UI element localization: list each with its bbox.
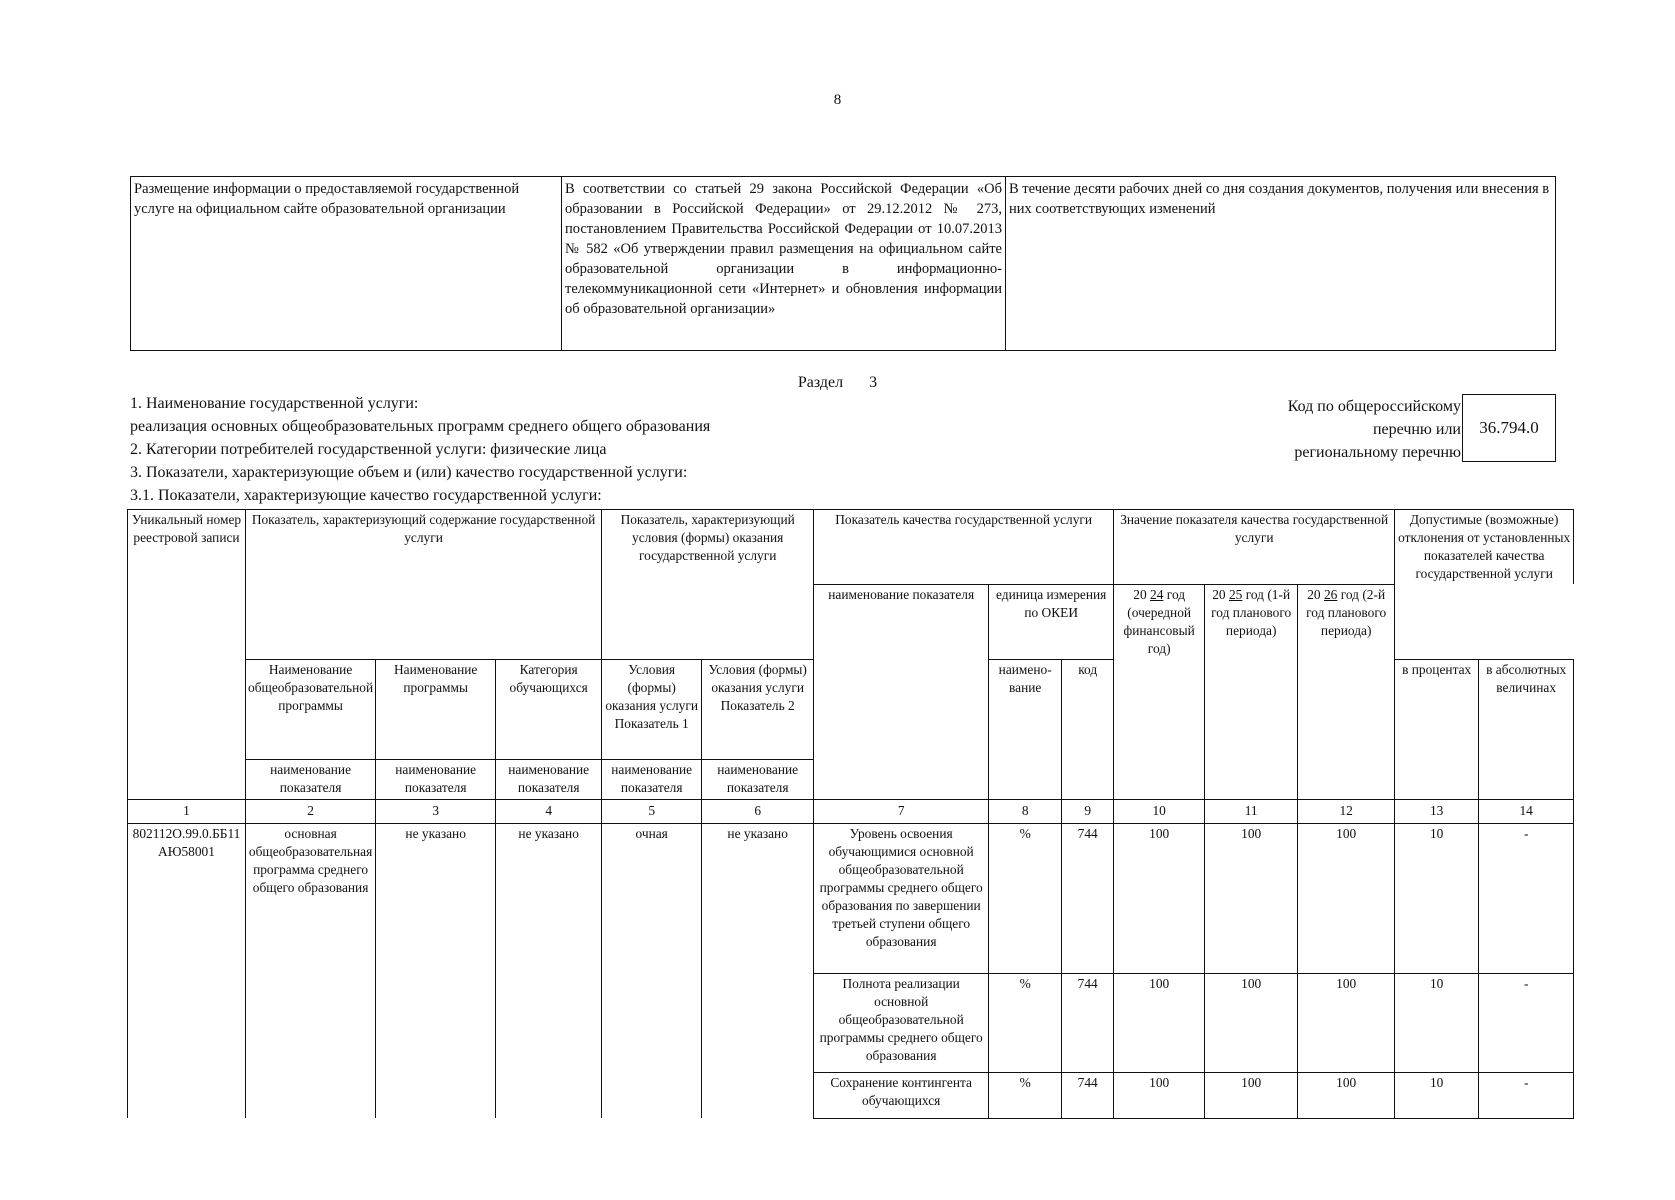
header-content-indicator: Показатель, характеризующий содержание государственной услуги bbox=[246, 510, 602, 660]
column-number: 14 bbox=[1479, 799, 1574, 823]
header-unit-code: код bbox=[1062, 659, 1114, 799]
header-deviation-cont bbox=[1395, 584, 1574, 659]
subheader-name-6: наименование показателя bbox=[702, 759, 814, 799]
header-quality-indicator: Показатель качества государственной услуги bbox=[814, 510, 1114, 585]
header-program: Наименование программы bbox=[376, 659, 496, 759]
indicator-name: Сохранение контингента обучающихся bbox=[814, 1072, 989, 1118]
indicator-value-3: 100 bbox=[1298, 973, 1395, 1072]
indicator-deviation-absolute: - bbox=[1479, 973, 1574, 1072]
record-program-name: не указано bbox=[376, 823, 496, 1118]
header-unit: единица измерения по ОКЕИ bbox=[989, 584, 1114, 659]
header-program-type: Наименование общеобразовательной программы bbox=[246, 659, 376, 759]
indicator-deviation-percent: 10 bbox=[1395, 823, 1479, 973]
consumer-category: 2. Категории потребителей государственной услуги: физические лица bbox=[130, 441, 607, 458]
header-category: Категория обучающихся bbox=[496, 659, 602, 759]
record-condition-2: не указано bbox=[702, 823, 814, 1118]
header-indicator-name: наименование показателя bbox=[814, 584, 989, 799]
info-cell-legal-basis: В соответствии со статьей 29 закона Российской Федерации «Об образовании в Российской Федерации» от 29.12.2012 № 273, постановлением Правительства Российской Федерации от 10.07.2013 № 582 «Об утверждении правил размещения на официальном сайте образовательной организации в информационно-телекоммуникационной сети «Интернет» и обновления информации об образовательной организации» bbox=[562, 177, 1006, 351]
indicator-code: 744 bbox=[1062, 1072, 1114, 1118]
column-number: 7 bbox=[814, 799, 989, 823]
indicator-unit: % bbox=[989, 973, 1062, 1072]
indicator-unit: % bbox=[989, 823, 1062, 973]
header-deviation: Допустимые (возможные) отклонения от установленных показателей качества государственной услуги bbox=[1395, 510, 1574, 585]
indicator-name: Уровень освоения обучающимися основной общеобразовательной программы среднего общего образования по завершении третьей ступени общего образования bbox=[814, 823, 989, 973]
header-year-3: 20 26 год (2-й год планового периода) bbox=[1298, 584, 1395, 799]
column-number: 8 bbox=[989, 799, 1062, 823]
record-program: основная общеобразовательная программа среднего общего образования bbox=[246, 823, 376, 1118]
column-number: 1 bbox=[128, 799, 246, 823]
indicator-deviation-percent: 10 bbox=[1395, 973, 1479, 1072]
column-number: 10 bbox=[1114, 799, 1205, 823]
section-title: Раздел 3 bbox=[797, 374, 878, 391]
column-numbers-row bbox=[128, 799, 1574, 823]
indicator-deviation-absolute: - bbox=[1479, 1072, 1574, 1118]
indicator-value-2: 100 bbox=[1205, 1072, 1298, 1118]
indicator-deviation-percent: 10 bbox=[1395, 1072, 1479, 1118]
header-absolute: в абсолютных величинах bbox=[1479, 659, 1574, 799]
record-category: не указано bbox=[496, 823, 602, 1118]
info-cell-frequency: В течение десяти рабочих дней со дня создания документов, получения или внесения в них соответствующих изменений bbox=[1006, 177, 1556, 351]
subheader-name-3: наименование показателя bbox=[376, 759, 496, 799]
header-conditions-indicator: Показатель, характеризующий условия (формы) оказания государственной услуги bbox=[602, 510, 814, 660]
column-number: 3 bbox=[376, 799, 496, 823]
header-percent: в процентах bbox=[1395, 659, 1479, 799]
header-year-1: 20 24 год (очередной финансовый год) bbox=[1114, 584, 1205, 799]
registry-code-value: 36.794.0 bbox=[1462, 394, 1556, 462]
column-number: 12 bbox=[1298, 799, 1395, 823]
registry-code-label: Код по общероссийскому перечню или региональному перечню bbox=[1287, 398, 1461, 461]
indicators-heading: 3. Показатели, характеризующие объем и (или) качество государственной услуги: bbox=[130, 464, 688, 481]
column-number: 5 bbox=[602, 799, 702, 823]
record-form: очная bbox=[602, 823, 702, 1118]
indicator-value-2: 100 bbox=[1205, 823, 1298, 973]
indicator-name: Полнота реализации основной общеобразовательной программы среднего общего образования bbox=[814, 973, 989, 1072]
column-number: 6 bbox=[702, 799, 814, 823]
quality-indicators-table bbox=[127, 509, 1574, 1119]
record-id: 802112О.99.0.ББ11АЮ58001 bbox=[128, 823, 246, 1118]
column-number: 11 bbox=[1205, 799, 1298, 823]
header-quality-value: Значение показателя качества государственной услуги bbox=[1114, 510, 1395, 585]
table-row bbox=[128, 823, 1574, 973]
header-unit-name: наимено-вание bbox=[989, 659, 1062, 799]
indicator-code: 744 bbox=[1062, 973, 1114, 1072]
page-number: 8 bbox=[833, 92, 842, 108]
column-number: 9 bbox=[1062, 799, 1114, 823]
quality-indicators-heading: 3.1. Показатели, характеризующие качество государственной услуги: bbox=[130, 487, 602, 504]
indicator-value-1: 100 bbox=[1114, 1072, 1205, 1118]
indicator-value-1: 100 bbox=[1114, 823, 1205, 973]
info-table bbox=[130, 176, 1556, 351]
header-condition-2: Условия (формы) оказания услуги Показатель 2 bbox=[702, 659, 814, 759]
indicator-value-3: 100 bbox=[1298, 1072, 1395, 1118]
header-year-2: 20 25 год (1-й год планового периода) bbox=[1205, 584, 1298, 799]
service-name-value: реализация основных общеобразовательных программ среднего общего образования bbox=[130, 418, 711, 435]
subheader-name-5: наименование показателя bbox=[602, 759, 702, 799]
header-condition-1: Условия (формы) оказания услуги Показатель 1 bbox=[602, 659, 702, 759]
subheader-name-2: наименование показателя bbox=[246, 759, 376, 799]
indicator-deviation-absolute: - bbox=[1479, 823, 1574, 973]
column-number: 13 bbox=[1395, 799, 1479, 823]
indicator-value-3: 100 bbox=[1298, 823, 1395, 973]
column-number: 4 bbox=[496, 799, 602, 823]
column-number: 2 bbox=[246, 799, 376, 823]
header-unique-number: Уникальный номер реестровой записи bbox=[128, 510, 246, 800]
indicator-code: 744 bbox=[1062, 823, 1114, 973]
indicator-value-2: 100 bbox=[1205, 973, 1298, 1072]
service-name-label: 1. Наименование государственной услуги: bbox=[130, 395, 419, 412]
indicator-value-1: 100 bbox=[1114, 973, 1205, 1072]
info-cell-placement: Размещение информации о предоставляемой государственной услуге на официальном сайте образовательной организации bbox=[131, 177, 562, 351]
indicator-unit: % bbox=[989, 1072, 1062, 1118]
subheader-name-4: наименование показателя bbox=[496, 759, 602, 799]
